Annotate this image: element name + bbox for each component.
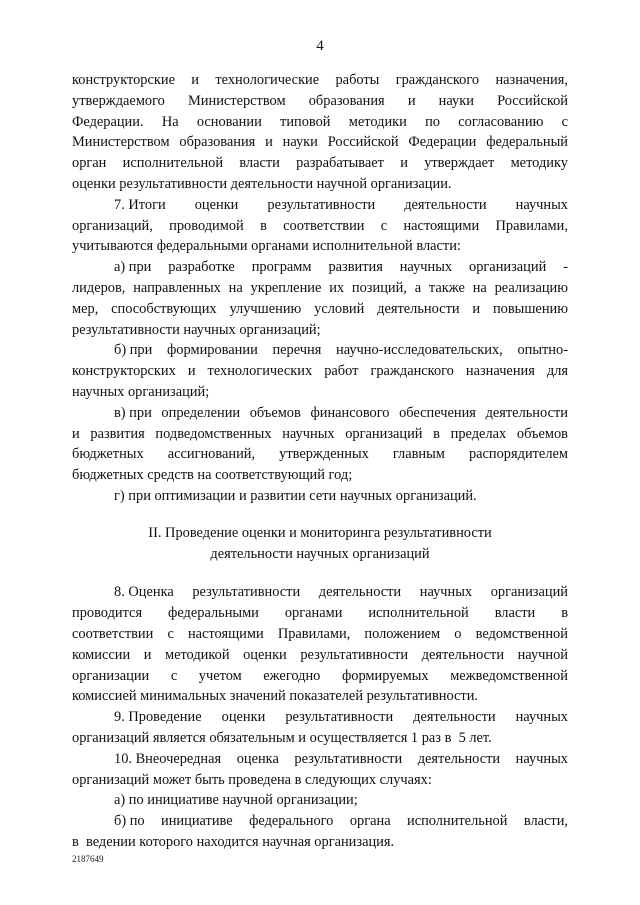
text-fragment: также (428, 279, 465, 296)
text-fragment: утверждаемого (72, 92, 165, 109)
text-fragment: Министерством (188, 92, 286, 109)
text-fragment: пределах (450, 425, 507, 442)
paragraph (72, 195, 568, 257)
text-line (72, 112, 568, 133)
text-fragment: настоящими (187, 625, 264, 642)
text-fragment: Министерством (72, 134, 170, 151)
text-fragment: инициативе (161, 813, 233, 830)
text-fragment: на (228, 279, 243, 296)
text-fragment: программ (251, 259, 312, 276)
text-fragment: назначения, (495, 72, 568, 88)
text-fragment: оценки (194, 196, 239, 213)
section-heading-line-1: II. Проведение оценки и мониторинга результативности (148, 524, 492, 541)
text-fragment: в (260, 217, 267, 234)
text-fragment: научных (399, 259, 453, 276)
page-number: 4 (316, 38, 324, 54)
paragraph (72, 790, 568, 811)
text-fragment: научных (515, 196, 568, 213)
text-fragment: развития (90, 425, 145, 442)
text-fragment: науки (282, 134, 318, 151)
text-fragment: ведомственной (475, 625, 568, 642)
text-fragment: формировании (166, 342, 258, 359)
text-fragment: учитываются федеральными органами исполнительной власти: (72, 238, 461, 255)
text-fragment: типовой (280, 113, 331, 130)
text-fragment: оценка (236, 750, 279, 767)
text-line (72, 216, 568, 237)
text-fragment: назначения (465, 363, 535, 380)
text-fragment: в (433, 425, 440, 442)
text-line (72, 320, 568, 341)
text-fragment: и (407, 92, 416, 109)
text-fragment: б) при (114, 342, 153, 359)
text-fragment: межведомственной (450, 667, 568, 684)
text-fragment: о (454, 625, 462, 642)
text-line (72, 790, 568, 811)
text-fragment: объемов (249, 404, 301, 421)
text-fragment: и (72, 425, 80, 442)
text-line (72, 195, 568, 216)
text-fragment: и (143, 646, 152, 663)
text-fragment: Федерации (408, 134, 477, 151)
text-fragment: технологических (207, 363, 313, 380)
text-line (72, 236, 568, 257)
text-fragment: работы (335, 72, 380, 88)
text-fragment: улучшению (229, 300, 302, 317)
text-fragment: научных (419, 584, 473, 601)
text-line (72, 91, 568, 112)
text-line (72, 686, 568, 707)
text-fragment: науки (438, 92, 474, 109)
text-fragment: их (329, 279, 345, 296)
text-line (72, 582, 568, 603)
paragraph (72, 582, 568, 707)
text-line (72, 132, 568, 153)
text-fragment: федерального (249, 813, 334, 830)
text-fragment: мер, (72, 300, 99, 317)
text-fragment: учетом (198, 667, 242, 684)
text-fragment: орган (72, 155, 107, 172)
text-fragment: деятельности (485, 404, 568, 421)
text-fragment: укрепление (250, 279, 322, 296)
text-fragment: научных (515, 750, 568, 767)
text-line (72, 603, 568, 624)
text-line (72, 257, 568, 278)
text-fragment: лидеров, (72, 279, 126, 296)
text-fragment: бюджетных средств на соответствующий год; (72, 467, 353, 484)
text-fragment: организаций (490, 584, 568, 601)
text-line (72, 666, 568, 687)
text-fragment: организаций, (72, 217, 153, 234)
text-fragment: методикой (164, 646, 230, 663)
text-fragment: Правилами, (495, 217, 568, 234)
text-fragment: проводится (72, 605, 143, 622)
text-fragment: образования (308, 92, 385, 109)
text-fragment: результативности (294, 750, 403, 767)
text-fragment: в) при (114, 404, 152, 421)
text-fragment: результативности (192, 584, 301, 601)
text-fragment: по (425, 113, 441, 130)
text-line (72, 486, 568, 507)
text-fragment: бюджетных (72, 446, 144, 463)
paragraph (72, 70, 568, 195)
text-fragment: положением (364, 625, 441, 642)
text-fragment: а) по инициативе научной организации; (114, 792, 358, 809)
paragraph (72, 340, 568, 402)
text-fragment: исполнительной (407, 813, 508, 830)
text-line (72, 811, 568, 832)
text-fragment: 9. Проведение (114, 709, 202, 726)
text-fragment: и (191, 72, 199, 88)
text-fragment: проводимой (169, 217, 244, 234)
paragraph (72, 486, 568, 507)
text-fragment: результативности (300, 646, 409, 663)
paragraph (72, 749, 568, 791)
text-fragment: организаций может быть проведена в следующих случаях: (72, 771, 432, 788)
text-fragment: определении (161, 404, 241, 421)
text-fragment: утверждает (424, 155, 495, 172)
text-line (72, 174, 568, 195)
text-fragment: утвержденных (279, 446, 369, 463)
text-fragment: оценки (221, 709, 266, 726)
text-fragment: объемов (516, 425, 568, 442)
text-fragment: перечня (272, 342, 322, 359)
text-fragment: на (472, 279, 487, 296)
text-fragment: финансового (310, 404, 390, 421)
text-line (72, 749, 568, 770)
text-fragment: На (161, 113, 179, 130)
text-line (72, 70, 568, 91)
section-heading-line-2: деятельности научных организаций (210, 545, 430, 562)
text-fragment: исполнительной (368, 605, 469, 622)
text-fragment: федеральными (168, 605, 259, 622)
text-fragment: повышению (492, 300, 568, 317)
text-fragment: организаций (469, 259, 547, 276)
text-fragment: методику (510, 155, 568, 172)
text-fragment: деятельности (404, 196, 487, 213)
text-fragment: федеральный (486, 134, 568, 151)
text-fragment: б) по (114, 813, 145, 830)
text-fragment: опытно- (517, 342, 568, 359)
document-code: 2187649 (72, 854, 104, 864)
text-fragment: научной (517, 646, 568, 663)
paragraphs-after-section (72, 582, 568, 852)
text-fragment: для (546, 363, 568, 380)
document-body (72, 70, 568, 853)
text-fragment: формируемых (341, 667, 429, 684)
text-line (72, 340, 568, 361)
text-fragment: а) при (114, 259, 152, 276)
text-line (72, 444, 568, 465)
text-fragment: власти (239, 155, 280, 172)
text-fragment: настоящими (403, 217, 480, 234)
text-line (72, 153, 568, 174)
text-line (72, 770, 568, 791)
text-fragment: и (187, 363, 196, 380)
text-fragment: подведомственных (155, 425, 272, 442)
text-fragment: Российской (497, 92, 568, 109)
text-fragment: реализацию (494, 279, 568, 296)
paragraph (72, 257, 568, 340)
text-fragment: согласованию (458, 113, 544, 130)
paragraph (72, 811, 568, 853)
text-line (72, 382, 568, 403)
text-line (72, 424, 568, 445)
text-fragment: Федерации. (72, 113, 144, 130)
text-fragment: и (400, 155, 408, 172)
text-fragment: организации (72, 667, 150, 684)
text-fragment: деятельности (413, 709, 496, 726)
text-fragment: комиссией минимальных значений показателей результативности. (72, 688, 479, 705)
text-fragment: результативности научных организаций; (72, 321, 321, 338)
text-line (72, 361, 568, 382)
text-fragment: деятельности (377, 300, 460, 317)
text-line (72, 403, 568, 424)
text-fragment: организаций (345, 425, 423, 442)
text-fragment: и (472, 300, 481, 317)
text-fragment: оценки (243, 646, 287, 663)
text-fragment: комиссии (72, 646, 131, 663)
text-fragment: деятельности (318, 584, 402, 601)
text-fragment: а (414, 279, 422, 296)
text-line (72, 728, 568, 749)
text-fragment: позиций, (351, 279, 407, 296)
text-fragment: с (170, 667, 178, 684)
paragraphs-before-section (72, 70, 568, 507)
text-fragment: способствующих (111, 300, 217, 317)
text-fragment: г) при оптимизации и развитии сети научных организаций. (114, 487, 477, 504)
text-fragment: 10. Внеочередная (114, 750, 222, 767)
text-fragment: оценки результативности деятельности научной организации. (72, 175, 452, 192)
text-fragment: деятельности (417, 750, 501, 767)
text-fragment: гражданского (370, 363, 454, 380)
text-fragment: и (265, 134, 273, 151)
text-fragment: власти, (523, 813, 568, 830)
text-line (72, 299, 568, 320)
text-fragment: ежегодно (263, 667, 321, 684)
text-fragment: соответствии (72, 625, 154, 642)
text-fragment: исполнительной (122, 155, 224, 172)
text-line (72, 465, 568, 486)
text-fragment: распорядителем (468, 446, 568, 463)
section-heading (72, 523, 568, 565)
text-fragment: соответствии (283, 217, 365, 234)
text-fragment: основании (196, 113, 262, 130)
paragraph (72, 403, 568, 486)
text-fragment: работ (324, 363, 359, 380)
text-fragment: Правилами, (277, 625, 351, 642)
text-fragment: с (380, 217, 388, 234)
text-fragment: власти (494, 605, 536, 622)
text-fragment: конструкторских (72, 363, 176, 380)
text-fragment: в ведении которого находится научная организация. (72, 833, 395, 850)
text-line (72, 278, 568, 299)
text-fragment: с (167, 625, 174, 642)
text-fragment: разработке (168, 259, 235, 276)
paragraph (72, 707, 568, 749)
text-fragment: с (561, 113, 568, 130)
text-line (72, 645, 568, 666)
text-fragment: научных (515, 709, 568, 726)
text-fragment: научно-исследовательских, (336, 342, 503, 359)
text-fragment: деятельности (421, 646, 505, 663)
text-fragment: научных организаций; (72, 383, 210, 400)
text-fragment: - (563, 259, 568, 276)
text-line (72, 707, 568, 728)
text-fragment: разрабатывает (296, 155, 384, 172)
text-fragment: конструкторские (72, 72, 175, 88)
text-fragment: образования (179, 134, 256, 151)
text-fragment: 7. Итоги (114, 196, 166, 213)
text-fragment: органа (349, 813, 391, 830)
text-fragment: ассигнований, (167, 446, 256, 463)
text-fragment: методики (348, 113, 407, 130)
text-fragment: условий (314, 300, 365, 317)
text-fragment: направленных (133, 279, 221, 296)
text-line (72, 832, 568, 853)
text-fragment: технологические (215, 72, 320, 88)
text-line (72, 624, 568, 645)
text-fragment: гражданского (395, 72, 480, 88)
text-fragment: результативности (267, 196, 376, 213)
text-fragment: научных (282, 425, 335, 442)
text-fragment: развития (328, 259, 383, 276)
text-fragment: Российской (327, 134, 399, 151)
text-fragment: главным (392, 446, 445, 463)
text-fragment: 8. Оценка (114, 584, 174, 601)
text-fragment: обеспечения (399, 404, 476, 421)
text-fragment: органами (284, 605, 343, 622)
text-fragment: в (561, 605, 568, 622)
text-fragment: результативности (285, 709, 394, 726)
text-fragment: организаций является обязательным и осуществляется 1 раз в 5 лет. (72, 729, 492, 746)
